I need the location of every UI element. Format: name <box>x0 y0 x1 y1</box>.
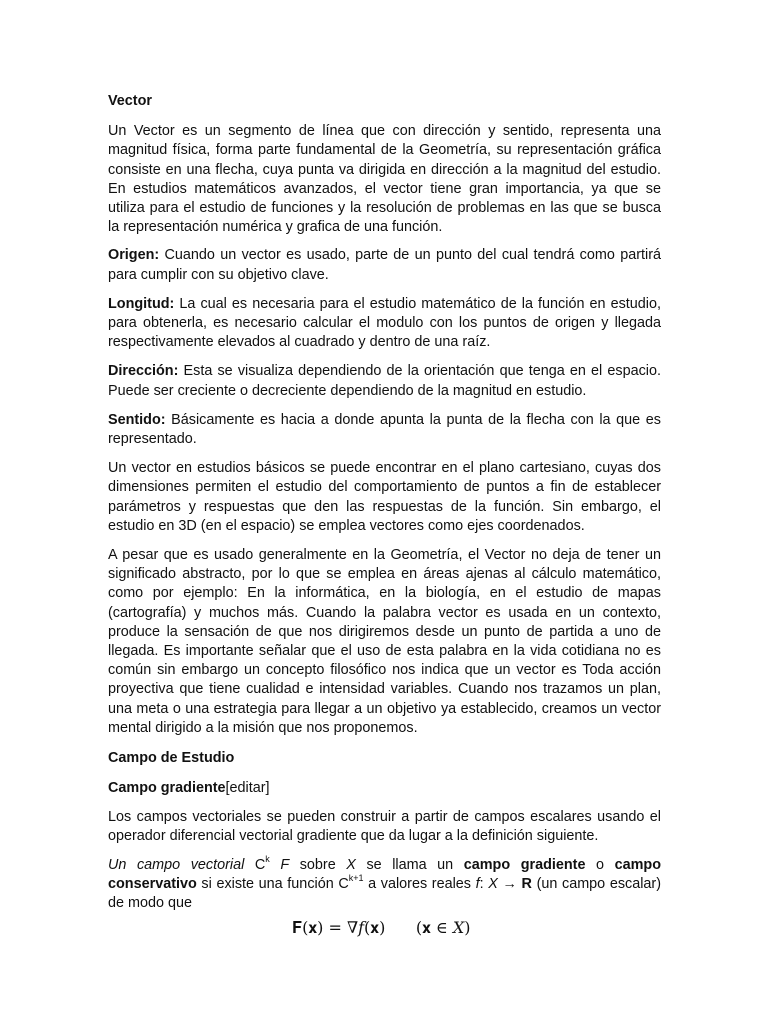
intro-paragraph: Un Vector es un segmento de línea que con dirección y sentido, representa una magnitud física, forma parte fundamental de la Geometría, su representación gráfica consiste en una flecha, cuya punta va dirigida en dirección a la magnitud del estudio. En estudios matemáticos avanzados, el vector tiene gran importancia, ya que se utiliza para el estudio de funciones y la resolución de problemas en las que se busca la representación numérica y grafica de una función. <box>108 123 661 236</box>
paragraph-significado-abstracto: A pesar que es usado generalmente en la Geometría, el Vector no deja de tener un significado abstracto, por lo que se emplea en áreas ajenas al cálculo matemático, como por ejemplo: En la informática, en la biología, en el estudio de mapas (cartografía) y muchos más. Cuando la palabra vector es usada en un contexto, produce la sensación de que nos dirigiremos desde un punto de partida a uno de llegada. Es importante señalar que el uso de esta palabra en la vida cotidiana no es común sin embargo un concepto filosófico nos indica que un vector es Toda acción proyectiva que tiene cualidad e intensidad variables. Cuando nos trazamos un plan, una meta o una estrategia para llegar a un objetivo ya establecido, creamos un vector mental dirigido a la misión que nos proponemos. <box>108 547 661 736</box>
document-body <box>108 92 661 940</box>
definition-direccion <box>108 362 661 400</box>
definition-sentido <box>108 411 661 449</box>
def-text: : <box>479 876 489 893</box>
heading-campo-gradiente <box>108 779 661 798</box>
def-text: X <box>346 856 356 873</box>
definition-text: Cuando un vector es usado, parte de un punto del cual tendrá como partirá para cumplir con su objetivo clave. <box>108 247 661 283</box>
heading-campo-de-estudio: Campo de Estudio <box>108 750 235 767</box>
heading-gradiente-text: Campo gradiente <box>108 780 226 797</box>
definition-origen <box>108 246 661 284</box>
definition-text: Básicamente es hacia a donde apunta la punta de la flecha con la que es representado. <box>108 411 661 448</box>
def-bold-term: campo conservativo <box>108 856 662 893</box>
def-text: se llama un <box>355 856 464 873</box>
def-text: sobre <box>289 856 347 873</box>
definition-campo-gradiente <box>108 856 661 914</box>
def-text: a valores reales <box>363 876 476 893</box>
def-text: C <box>244 856 266 873</box>
def-superscript: k <box>265 854 270 865</box>
section-title: Vector <box>108 93 152 109</box>
def-text: si existe una función C <box>196 876 349 893</box>
def-bold-term: campo gradiente <box>463 856 586 873</box>
definition-text: Esta se visualiza dependiendo de la orientación que tenga en el espacio. Puede ser creciente o decreciente dependiendo de la magnitud en estudio. <box>108 363 661 399</box>
def-text: Un campo vectorial <box>108 856 245 873</box>
def-text: X <box>488 876 498 893</box>
gradient-formula: 𝐅(𝐱) = ∇𝑓(𝐱) (𝐱 ∈ 𝑋) <box>292 917 471 937</box>
definition-term: Origen: <box>108 247 160 264</box>
def-text: o <box>585 856 615 873</box>
edit-link[interactable]: [editar] <box>225 780 270 797</box>
def-bold-term: R <box>521 876 532 893</box>
paragraph-campos-vectoriales: Los campos vectoriales se pueden construir a partir de campos escalares usando el operador diferencial vectorial gradiente que da lugar a la definición siguiente. <box>108 808 661 844</box>
paragraph-plano-cartesiano: Un vector en estudios básicos se puede encontrar en el plano cartesiano, cuyas dos dimensiones permiten el estudio del comportamiento de puntos a fin de establecer parámetros y respuestas que den las respuestas de la función. Sin embargo, el estudio en 3D (en el espacio) se emplea vectores como ejes coordenados. <box>108 460 661 534</box>
definition-longitud <box>108 295 661 353</box>
def-superscript: k+1 <box>348 873 364 884</box>
def-text: f <box>475 876 480 893</box>
definition-text: La cual es necesaria para el estudio matemático de la función en estudio, para obtenerla, es necesario calcular el modulo con los puntos de origen y llegada respectivamente elevados al cuadrado y dentro de una raíz. <box>108 295 661 351</box>
def-text: → <box>497 876 522 893</box>
definition-term: Sentido: <box>108 411 166 428</box>
def-text: F <box>269 856 290 873</box>
definition-term: Dirección: <box>108 363 179 380</box>
def-text: (un campo escalar) de modo que <box>108 876 662 912</box>
definition-term: Longitud: <box>108 295 175 312</box>
